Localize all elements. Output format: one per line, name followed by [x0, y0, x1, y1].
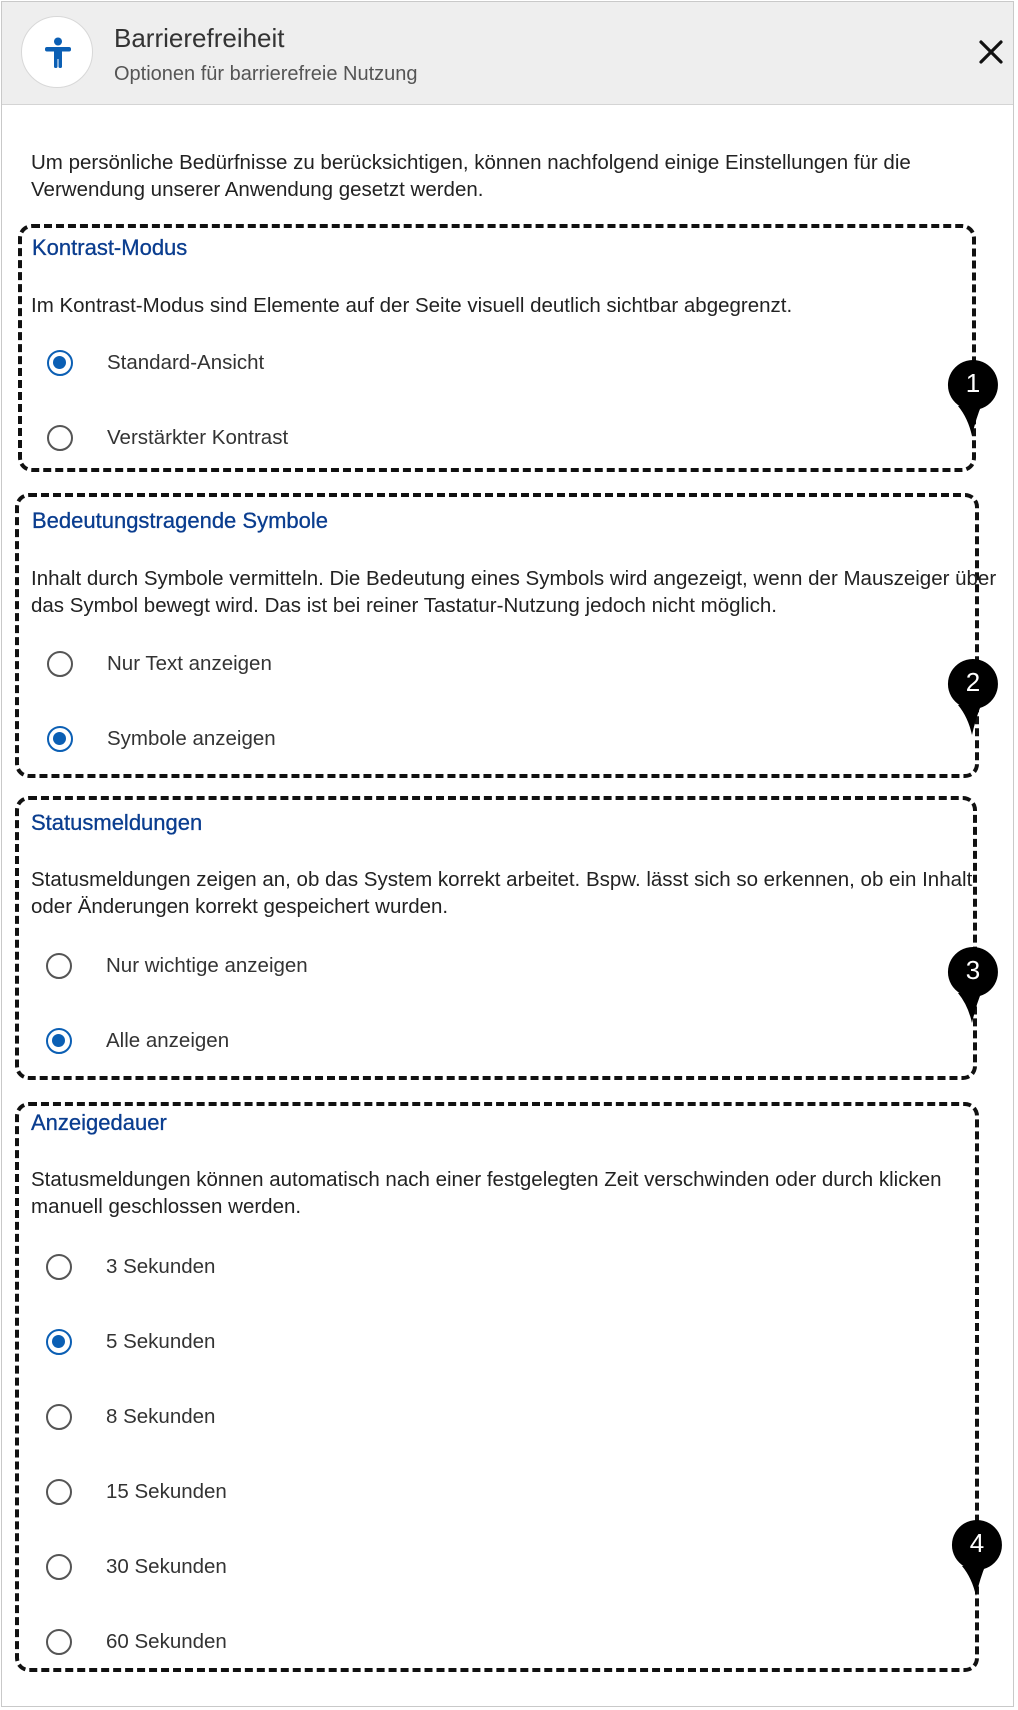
close-icon[interactable] — [976, 37, 1006, 67]
intro-text: Um persönliche Bedürfnisse zu berücksichtigen, können nachfolgend einige Einstellungen für die Verwendung unserer Anwendung gesetzt werden. — [31, 151, 911, 201]
radio-option[interactable] — [46, 1247, 215, 1287]
section-description: Statusmeldungen können automatisch nach einer festgelegten Zeit verschwinden oder durch klicken manuell geschlossen werden. — [31, 1168, 942, 1218]
callout-number: 4 — [969, 1528, 985, 1558]
radio-option[interactable] — [46, 1397, 215, 1437]
radio-button[interactable] — [46, 1404, 72, 1430]
section-title: Statusmeldungen — [31, 810, 203, 835]
radio-option[interactable] — [46, 1547, 227, 1587]
dialog-title: Barrierefreiheit — [114, 23, 285, 53]
radio-button[interactable] — [46, 1254, 72, 1280]
radio-button[interactable] — [46, 1629, 72, 1655]
radio-button[interactable] — [47, 651, 73, 677]
radio-label: 30 Sekunden — [106, 1555, 227, 1578]
radio-button[interactable] — [46, 1479, 72, 1505]
radio-option[interactable] — [46, 1622, 227, 1662]
section-title: Kontrast-Modus — [32, 235, 188, 260]
radio-option[interactable] — [47, 343, 264, 383]
radio-button[interactable] — [46, 1028, 72, 1054]
radio-button[interactable] — [47, 350, 73, 376]
radio-label: Nur wichtige anzeigen — [106, 954, 308, 977]
radio-option[interactable] — [47, 418, 288, 458]
callout-number: 2 — [965, 667, 981, 697]
radio-button[interactable] — [47, 425, 73, 451]
radio-button[interactable] — [46, 953, 72, 979]
radio-option[interactable] — [46, 946, 308, 986]
callout-marker — [946, 657, 1000, 737]
radio-option[interactable] — [47, 719, 276, 759]
section-description: Statusmeldungen zeigen an, ob das System korrekt arbeitet. Bspw. lässt sich so erkennen, ob ein Inhalt oder Änderungen korrekt gespeichert wurden. — [31, 868, 973, 918]
radio-label: 15 Sekunden — [106, 1480, 227, 1503]
radio-button[interactable] — [46, 1329, 72, 1355]
callout-marker — [946, 358, 1000, 438]
accessibility-icon — [21, 16, 93, 88]
callout-marker — [950, 1518, 1004, 1598]
radio-label: Standard-Ansicht — [107, 351, 265, 374]
section-description: Im Kontrast-Modus sind Elemente auf der Seite visuell deutlich sichtbar abgegrenzt. — [31, 294, 793, 317]
radio-label: Verstärkter Kontrast — [107, 426, 289, 449]
callout-number: 3 — [965, 955, 981, 985]
dialog-header — [2, 2, 1013, 105]
callout-marker — [946, 945, 1000, 1025]
radio-button[interactable] — [46, 1554, 72, 1580]
dialog-subtitle: Optionen für barrierefreie Nutzung — [114, 63, 418, 85]
callout-number: 1 — [965, 368, 981, 398]
radio-label: Alle anzeigen — [106, 1029, 230, 1052]
radio-option[interactable] — [46, 1472, 227, 1512]
radio-label: 8 Sekunden — [106, 1405, 216, 1428]
radio-option[interactable] — [46, 1322, 215, 1362]
radio-label: 60 Sekunden — [106, 1630, 227, 1653]
radio-option[interactable] — [47, 644, 272, 684]
section-title: Bedeutungstragende Symbole — [32, 508, 328, 533]
radio-label: Symbole anzeigen — [107, 727, 276, 750]
radio-button[interactable] — [47, 726, 73, 752]
section-title: Anzeigedauer — [31, 1110, 167, 1135]
radio-label: 3 Sekunden — [106, 1255, 216, 1278]
radio-label: 5 Sekunden — [106, 1330, 216, 1353]
radio-label: Nur Text anzeigen — [107, 652, 272, 675]
section-description: Inhalt durch Symbole vermitteln. Die Bedeutung eines Symbols wird angezeigt, wenn der Mauszeiger über das Symbol bewegt wird. Das ist bei reiner Tastatur-Nutzung jedoch nicht möglich. — [31, 567, 997, 617]
radio-option[interactable] — [46, 1021, 229, 1061]
